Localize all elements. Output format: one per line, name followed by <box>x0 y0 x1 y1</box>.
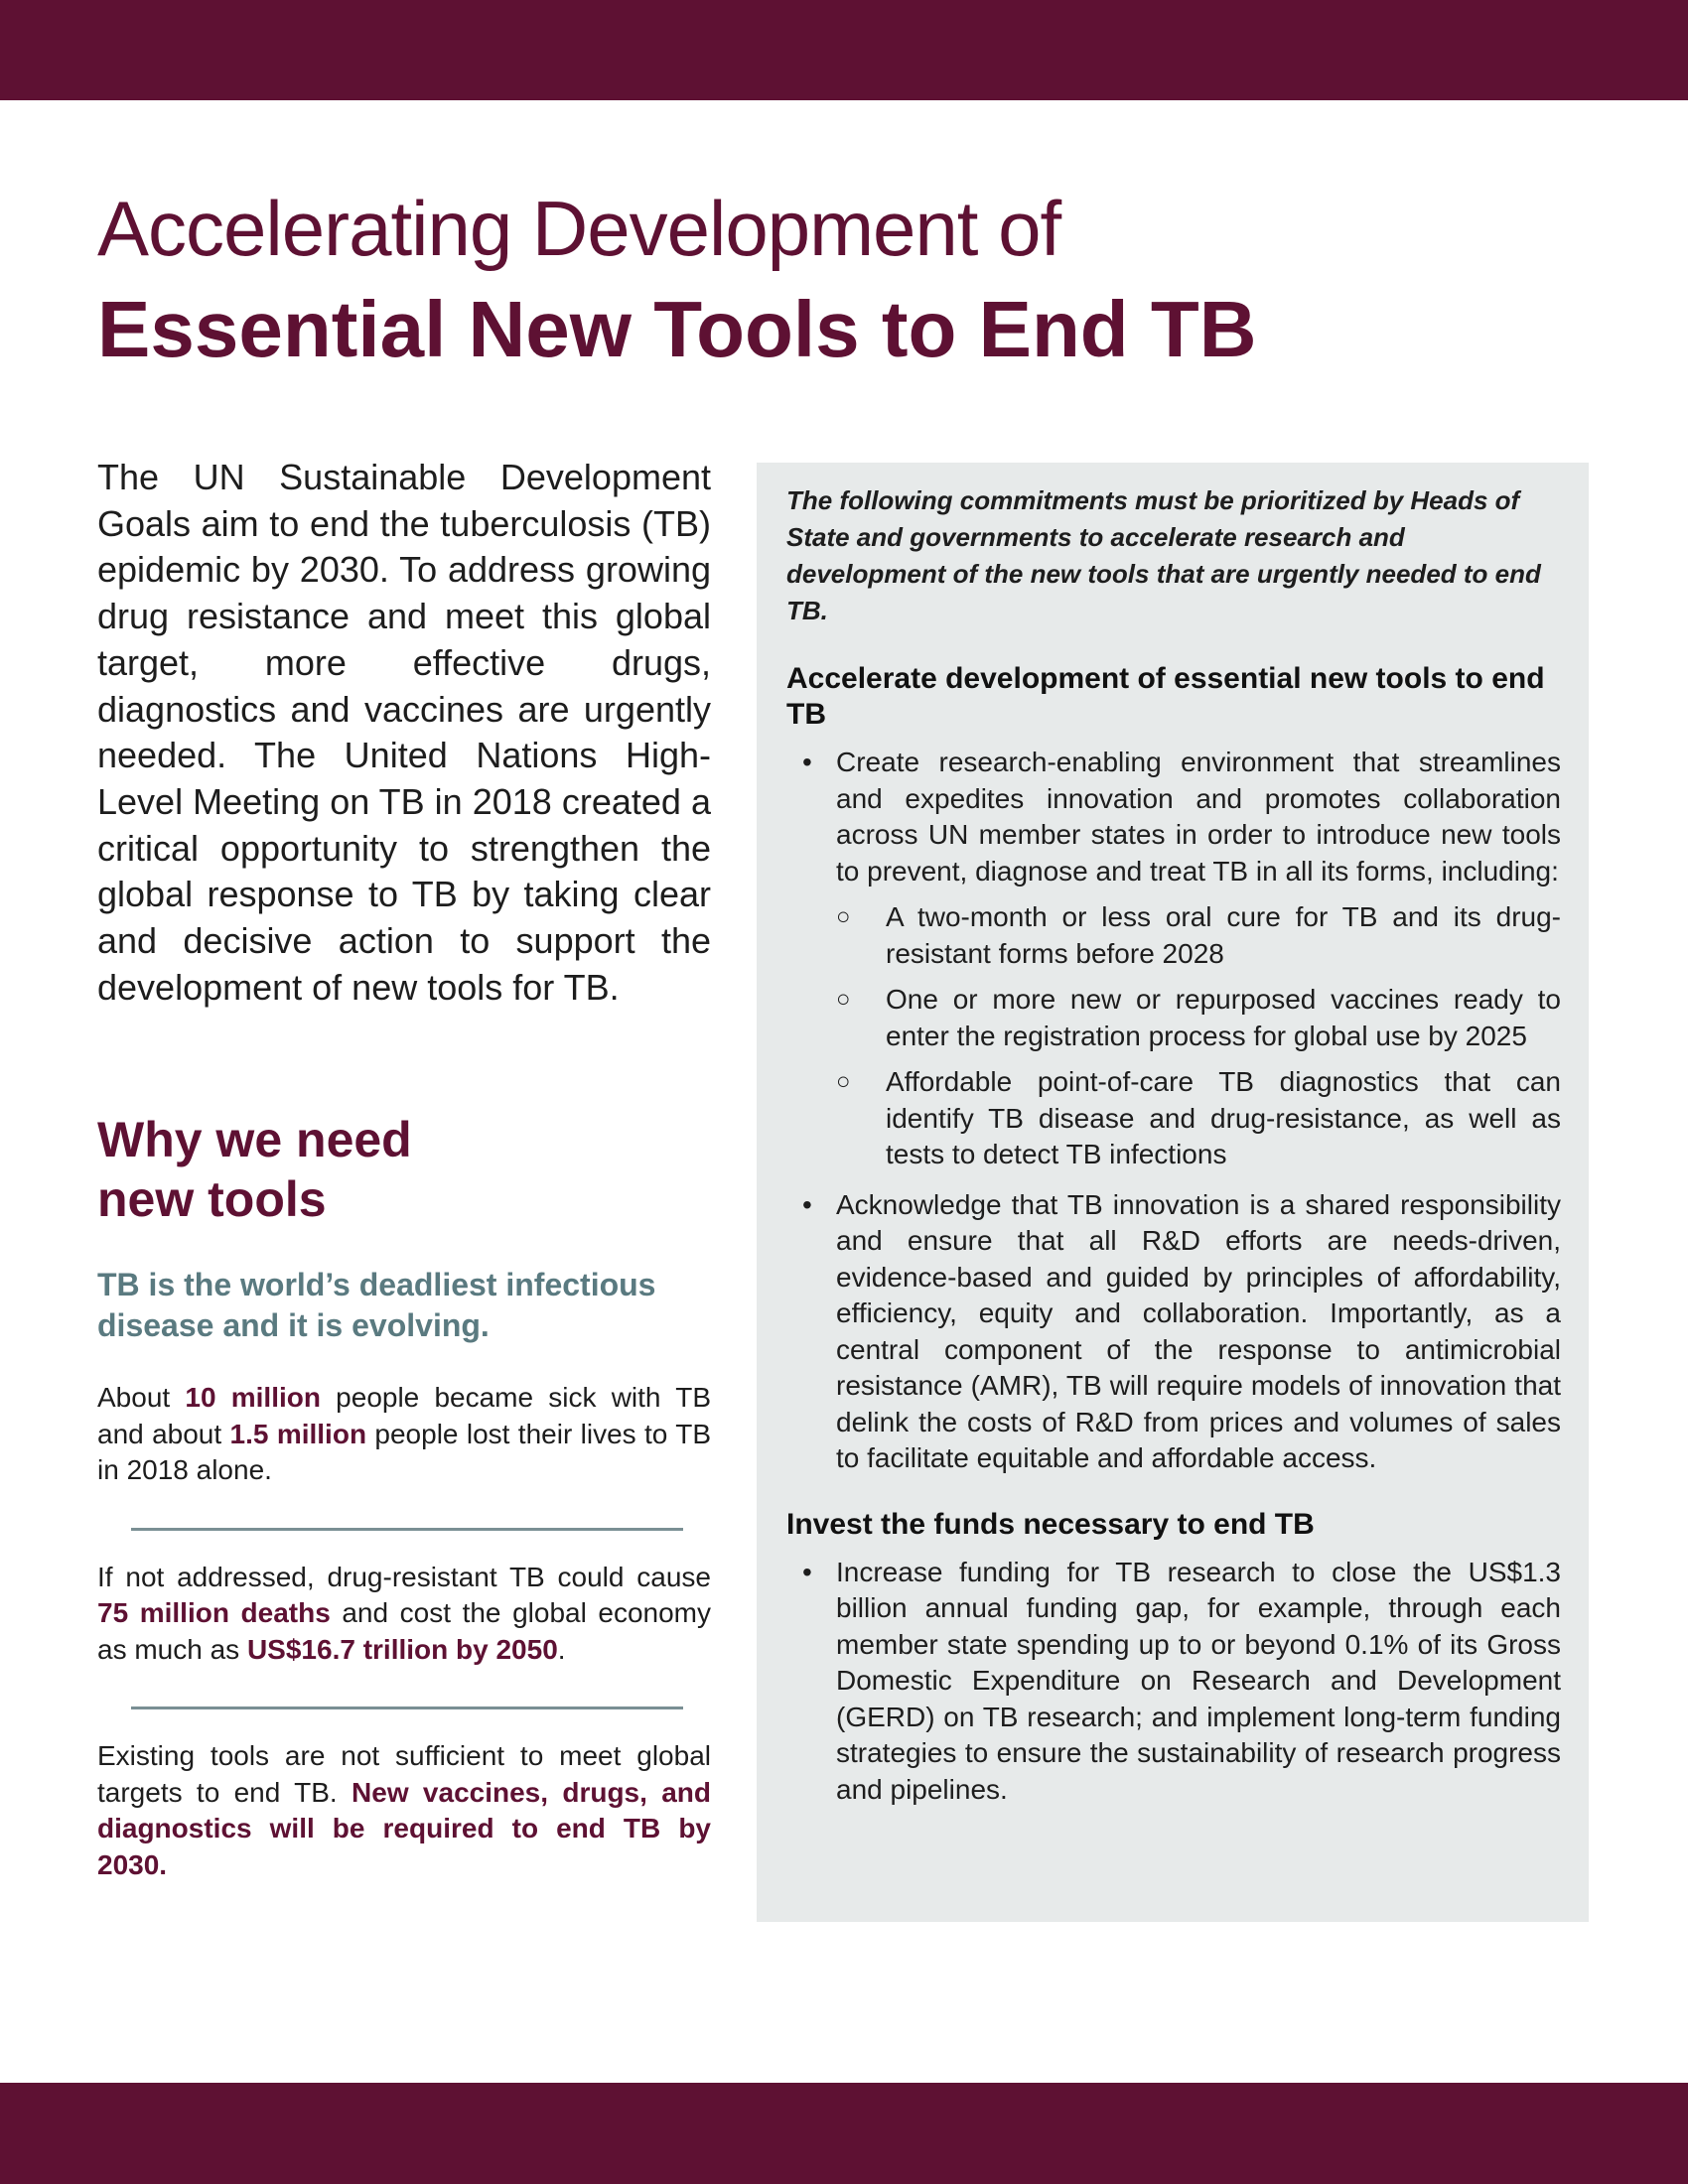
intro-paragraph: The UN Sustainable Development Goals aim to end the tuberculosis (TB) epidemic by 2030. To address growing drug resistance and meet this global target, more effective drugs, diagnostics and vaccines are urgently needed. The United Nations High-Level Meeting on TB in 2018 created a critical opportunity to strengthen the global response to TB by taking clear and decisive action to support the development of new tools for TB. <box>97 457 711 1008</box>
list-item <box>786 1187 1561 1477</box>
invest-heading: Invest the funds necessary to end TB <box>786 1507 1315 1541</box>
circle-bullet-icon: ○ <box>836 903 851 930</box>
commitments-panel <box>757 463 1589 1922</box>
bullet-icon: • <box>802 1188 812 1220</box>
sub-item-text: A two-month or less oral cure for TB and its drug-resistant forms before 2028 <box>886 901 1561 969</box>
circle-bullet-icon: ○ <box>836 1068 851 1095</box>
bullet-text: Increase funding for TB research to close the US$1.3 billion annual funding gap, for example, through each member state spending up to or beyond 0.1% of its Gross Domestic Expenditure on Research and Development (GERD) on TB research; and implement long-term funding strategies to ensure the sustainability of research progress and pipelines. <box>836 1556 1561 1805</box>
divider-1 <box>131 1528 683 1531</box>
accelerate-list <box>786 745 1561 1477</box>
why-heading-line-2: new tools <box>97 1171 327 1228</box>
stat2-highlight-cost: US$16.7 trillion by 2050 <box>246 1633 558 1665</box>
title-line-1: Accelerating Development of <box>97 185 1061 272</box>
stat2-text-c: . <box>557 1633 566 1665</box>
why-heading <box>97 1110 711 1229</box>
deadliest-subheading: TB is the world’s deadliest infectious disease and it is evolving. <box>97 1267 656 1344</box>
sub-item-text: Affordable point-of-care TB diagnostics that can identify TB disease and drug-resistance, as well as tests to detect TB infections <box>886 1066 1561 1169</box>
invest-list <box>786 1555 1561 1809</box>
circle-bullet-icon: ○ <box>836 986 851 1013</box>
accelerate-heading: Accelerate development of essential new tools to end TB <box>786 662 1545 731</box>
sub-list-item <box>836 1064 1561 1173</box>
list-item <box>786 1555 1561 1809</box>
stat-sick-deaths <box>97 1380 711 1489</box>
divider-2 <box>131 1706 683 1709</box>
sub-list-item <box>836 899 1561 972</box>
bullet-icon: • <box>802 1556 812 1587</box>
left-column <box>97 455 711 1883</box>
stat1-text-b: people became sick with TB and about <box>97 1382 711 1449</box>
bullet-text: Create research-enabling environment that streamlines and expedites innovation and promotes collaboration across UN member states in order to introduce new tools to prevent, diagnose and treat TB in all its forms, including: <box>836 747 1561 887</box>
sub-list <box>836 899 1561 1173</box>
stat3-highlight: New vaccines, drugs, and diagnostics will be required to end TB by 2030. <box>97 1776 712 1880</box>
list-item <box>786 745 1561 1173</box>
stat1-highlight-10-million: 10 million <box>185 1382 321 1414</box>
sub-item-text: One or more new or repurposed vaccines ready to enter the registration process for global use by 2025 <box>886 984 1561 1051</box>
why-heading-line-1: Why we need <box>97 1112 412 1168</box>
panel-intro: The following commitments must be prioritized by Heads of State and governments to accelerate research and development of the new tools that are urgently needed to end TB. <box>786 485 1541 625</box>
stat2-text-a: If not addressed, drug-resistant TB could cause <box>97 1561 711 1592</box>
stat2-highlight-deaths: 75 million deaths <box>97 1597 331 1629</box>
stat1-text-c: people lost their lives to TB in 2018 alone. <box>97 1418 712 1486</box>
page-title <box>97 181 1587 379</box>
sub-list-item <box>836 982 1561 1054</box>
bullet-text: Acknowledge that TB innovation is a shared responsibility and ensure that all R&D efforts are needs-driven, evidence-based and guided by principles of affordability, efficiency, equity and collaboration. Importantly, as a central component of the response to antimicrobial resistance (AMR), TB will require models of innovation that delink the costs of R&D from prices and volumes of sales to facilitate equitable and affordable access. <box>836 1188 1561 1473</box>
stat-drug-resistant <box>97 1560 711 1669</box>
bullet-icon: • <box>802 747 812 777</box>
stat2-text-b: and cost the global economy as much as <box>97 1597 712 1665</box>
stat-existing-tools <box>97 1738 711 1883</box>
top-banner <box>0 0 1688 100</box>
bottom-banner <box>0 2083 1688 2184</box>
stat3-text-a: Existing tools are not sufficient to meet global targets to end TB. <box>97 1740 711 1808</box>
stat1-highlight-1-5-million: 1.5 million <box>229 1418 367 1449</box>
title-line-2: Essential New Tools to End TB <box>97 285 1257 373</box>
stat1-text-a: About <box>97 1382 186 1414</box>
